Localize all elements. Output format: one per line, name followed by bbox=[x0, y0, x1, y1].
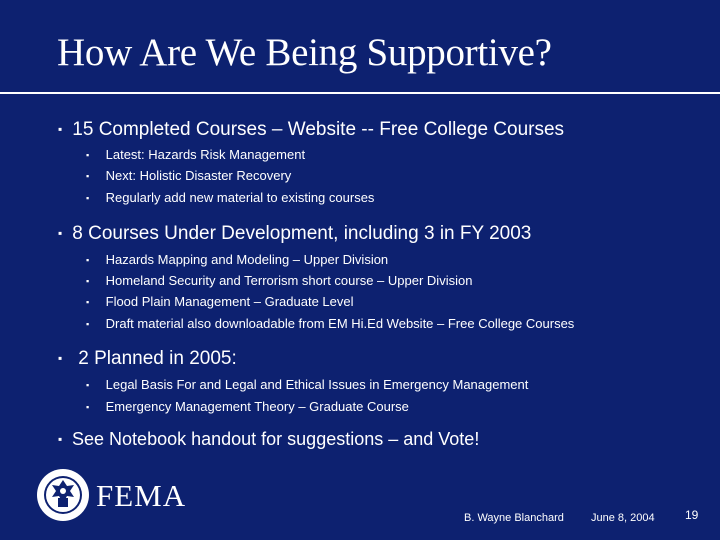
sub-bullet-2-3-text: Flood Plain Management – Graduate Level bbox=[105, 294, 354, 309]
fema-logo: FEMA bbox=[96, 478, 187, 513]
sub-bullet-marker-icon: ▪ bbox=[86, 171, 90, 181]
sub-bullet-marker-icon: ▪ bbox=[86, 402, 90, 412]
sub-bullet-2-3 bbox=[86, 294, 354, 309]
sub-bullet-1-1 bbox=[86, 147, 305, 162]
footer-author: B. Wayne Blanchard bbox=[464, 512, 564, 524]
bullet-2-text: 8 Courses Under Development, including 3 in FY 2003 bbox=[72, 223, 532, 244]
sub-bullet-1-2-text: Next: Holistic Disaster Recovery bbox=[105, 168, 292, 183]
page-number: 19 bbox=[685, 508, 699, 522]
sub-bullet-3-1-text: Legal Basis For and Legal and Ethical Issues in Emergency Management bbox=[105, 377, 529, 392]
sub-bullet-marker-icon: ▪ bbox=[86, 150, 90, 160]
sub-bullet-marker-icon: ▪ bbox=[86, 297, 90, 307]
sub-bullet-marker-icon: ▪ bbox=[86, 319, 90, 329]
bullet-3-text: 2 Planned in 2005: bbox=[78, 348, 237, 369]
title-divider bbox=[0, 92, 720, 94]
bullet-marker-icon: ▪ bbox=[58, 226, 63, 240]
sub-bullet-2-1 bbox=[86, 252, 388, 267]
bullet-marker-icon: ▪ bbox=[58, 351, 63, 365]
bullet-marker-icon: ▪ bbox=[58, 122, 63, 136]
sub-bullet-marker-icon: ▪ bbox=[86, 255, 90, 265]
sub-bullet-2-2-text: Homeland Security and Terrorism short course – Upper Division bbox=[105, 273, 473, 288]
sub-bullet-2-1-text: Hazards Mapping and Modeling – Upper Division bbox=[105, 252, 389, 267]
bullet-1 bbox=[58, 119, 564, 141]
sub-bullet-3-2 bbox=[86, 399, 409, 414]
bullet-4-text: See Notebook handout for suggestions – and Vote! bbox=[72, 429, 480, 449]
sub-bullet-1-3 bbox=[86, 190, 374, 205]
bullet-3 bbox=[58, 348, 237, 370]
footer-date: June 8, 2004 bbox=[591, 512, 655, 524]
sub-bullet-1-3-text: Regularly add new material to existing courses bbox=[105, 190, 375, 205]
sub-bullet-1-2 bbox=[86, 168, 291, 183]
slide-title: How Are We Being Supportive? bbox=[57, 31, 552, 74]
bullet-2 bbox=[58, 223, 531, 245]
sub-bullet-1-1-text: Latest: Hazards Risk Management bbox=[105, 147, 306, 162]
sub-bullet-marker-icon: ▪ bbox=[86, 193, 90, 203]
sub-bullet-2-4-text: Draft material also downloadable from EM Hi.Ed Website – Free College Courses bbox=[105, 316, 575, 331]
bullet-1-text: 15 Completed Courses – Website -- Free College Courses bbox=[72, 119, 565, 140]
dhs-seal-icon bbox=[36, 468, 90, 522]
sub-bullet-marker-icon: ▪ bbox=[86, 380, 90, 390]
sub-bullet-3-2-text: Emergency Management Theory – Graduate Course bbox=[105, 399, 409, 414]
sub-bullet-3-1 bbox=[86, 377, 528, 392]
sub-bullet-2-4 bbox=[86, 316, 574, 331]
sub-bullet-2-2 bbox=[86, 273, 472, 288]
sub-bullet-marker-icon: ▪ bbox=[86, 276, 90, 286]
bullet-4 bbox=[58, 429, 479, 450]
bullet-marker-icon: ▪ bbox=[58, 432, 63, 446]
